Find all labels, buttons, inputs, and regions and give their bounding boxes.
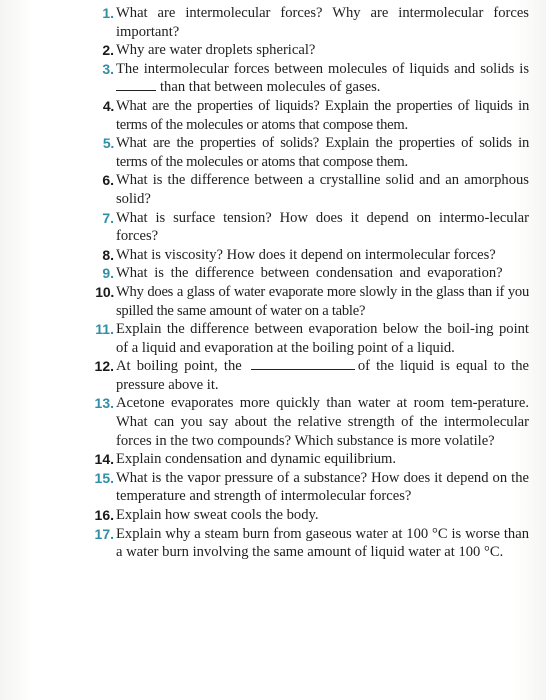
question-number: 9. xyxy=(102,265,114,282)
question-text: What are the properties of solids? Explain the properties of solids in terms of the molecules or atoms that compose them. xyxy=(116,135,529,170)
question-text: of the liquid is equal to the pressure above it. xyxy=(116,358,530,393)
question-number: 6. xyxy=(102,172,114,189)
fill-in-blank xyxy=(251,357,355,370)
question-number: 3. xyxy=(102,60,114,77)
question-list xyxy=(0,4,546,562)
question-number: 17. xyxy=(94,525,114,542)
question-item xyxy=(0,506,546,525)
question-text: What is the difference between a crystalline solid and an amorphous solid? xyxy=(116,172,529,207)
question-text: Explain condensation and dynamic equilibrium. xyxy=(116,451,397,468)
question-number: 1. xyxy=(102,5,114,21)
question-number: 15. xyxy=(94,469,114,486)
question-item xyxy=(0,469,546,506)
question-text: Acetone evaporates more quickly than water at room tem-perature. What can you say about the relative strength of the intermolecular forces in the two compounds? Which substance is more volatile? xyxy=(116,395,529,449)
question-number: 13. xyxy=(94,395,114,412)
question-item xyxy=(0,41,546,60)
question-text: Explain the difference between evaporation below the boil-ing point of a liquid and evaporation at the boiling point of a liquid. xyxy=(116,321,529,356)
question-number: 11. xyxy=(95,321,114,338)
question-item xyxy=(0,209,546,246)
question-number: 7. xyxy=(102,209,114,226)
question-item xyxy=(0,450,546,469)
question-text: What is viscosity? How does it depend on intermolecular forces? xyxy=(116,246,496,263)
question-item xyxy=(0,357,546,394)
question-text: than that between molecules of gases. xyxy=(160,79,381,96)
question-text: Why are water droplets spherical? xyxy=(116,42,316,59)
fill-in-blank xyxy=(116,78,156,91)
question-text: The intermolecular forces between molecules of liquids and solids is xyxy=(116,60,529,77)
question-text: What is the vapor pressure of a substance? How does it depend on the temperature and strength of intermolecular forces? xyxy=(116,469,529,505)
question-text: What are the properties of liquids? Explain the properties of liquids in terms of the molecules or atoms that compose them. xyxy=(116,97,529,133)
question-text: What are intermolecular forces? Why are intermolecular forces important? xyxy=(116,5,529,40)
question-text: Explain why a steam burn from gaseous water at 100 °C is worse than a water burn involving the same amount of liquid water at 100 °C. xyxy=(116,525,529,561)
question-item xyxy=(0,4,546,41)
question-item xyxy=(0,320,546,357)
question-text: Why does a glass of water evaporate more slowly in the glass than if you spilled the same amount of water on a table? xyxy=(116,283,529,319)
question-number: 5. xyxy=(102,135,114,152)
question-text: What is surface tension? How does it depend on intermo-lecular forces? xyxy=(116,209,529,245)
question-item xyxy=(0,97,546,134)
question-item xyxy=(0,525,546,562)
question-text: Explain how sweat cools the body. xyxy=(116,507,319,524)
question-item xyxy=(0,283,546,320)
question-item xyxy=(0,246,546,265)
question-number: 14. xyxy=(94,451,114,468)
question-number: 12. xyxy=(94,358,114,375)
question-item xyxy=(0,60,546,97)
question-number: 4. xyxy=(102,97,114,114)
question-number: 2. xyxy=(102,42,114,59)
question-number: 16. xyxy=(94,507,114,524)
question-item xyxy=(0,171,546,208)
question-item xyxy=(0,394,546,450)
question-text: What is the difference between condensation and evaporation? xyxy=(116,265,503,282)
question-item xyxy=(0,264,546,283)
question-number: 8. xyxy=(102,246,114,263)
question-item xyxy=(0,134,546,171)
question-number: 10. xyxy=(95,283,114,300)
question-text: At boiling point, the xyxy=(116,358,242,375)
